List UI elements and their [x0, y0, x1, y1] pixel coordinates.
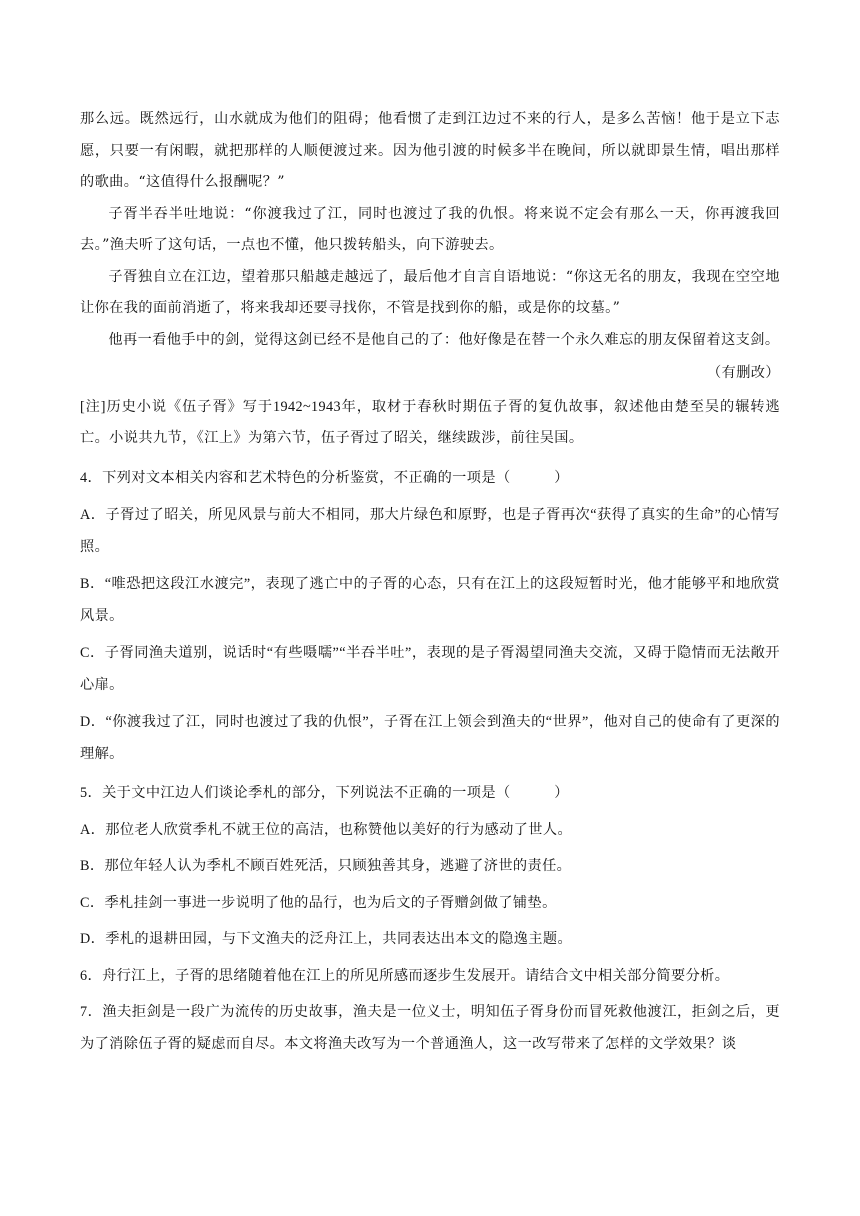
document-page: [80, 104, 780, 1060]
question-4-option-c: C．子胥同渔夫道别，说话时“有些嗫嚅”“半吞半吐”，表现的是子胥渴望同渔夫交流，又碍于隐情而无法敞开心扉。: [80, 645, 780, 693]
question-4-option-b: B．“唯恐把这段江水渡完”，表现了逃亡中的子胥的心态，只有在江上的这段短暂时光，他才能够平和地欣赏风景。: [80, 576, 780, 624]
question-5-option-d: D．季札的退耕田园，与下文渔夫的泛舟江上，共同表达出本文的隐逸主题。: [80, 931, 573, 947]
question-5-option-a: A．那位老人欣赏季札不就王位的高洁，也称赞他以美好的行为感动了世人。: [80, 821, 573, 838]
question-list: [80, 463, 780, 1061]
story-paragraph: 那么远。既然远行，山水就成为他们的阻碍；他看惯了走到江边过不来的行人，是多么苦恼！他于是立下志愿，只要一有闲暇，就把那样的人顺便渡过来。因为他引渡的时候多半在晚间，所以就即景生情，唱出那样的歌曲。“这值得什么报酬呢？”: [80, 111, 780, 190]
question-5-stem: 5．关于文中江边人们谈论季札的部分，下列说法不正确的一项是（ ）: [80, 785, 569, 801]
question-4-option-a: A．子胥过了昭关，所见风景与前大不相同，那大片绿色和原野，也是子胥再次“获得了真实的生命”的心情写照。: [80, 507, 780, 555]
question-5-option-b: B．那位年轻人认为季札不顾百姓死活，只顾独善其身，逃避了济世的责任。: [80, 858, 572, 874]
annotation-note: [注]历史小说《伍子胥》写于1942~1943年，取材于春秋时期伍子胥的复仇故事，叙述他由楚至吴的辗转逃亡。小说共九节，《江上》为第六节，伍子胥过了昭关，继续跋涉，前往吴国。: [80, 398, 780, 446]
question-7: 7．渔夫拒剑是一段广为流传的历史故事，渔夫是一位义士，明知伍子胥身份而冒死救他渡江，拒剑之后，更为了消除伍子胥的疑虑而自尽。本文将渔夫改写为一个普通渔人，这一改写带来了怎样的文学效果？谈: [80, 1004, 780, 1052]
question-4-option-d: D．“你渡我过了江，同时也渡过了我的仇恨”，子胥在江上领会到渔夫的“世界”，他对自己的使命有了更深的理解。: [80, 714, 780, 762]
story-paragraph: 子胥独自立在江边，望着那只船越走越远了，最后他才自言自语地说：“你这无名的朋友，我现在空空地让你在我的面前消逝了，将来我却还要寻找你，不管是找到你的船，或是你的坟墓。”: [80, 268, 780, 316]
question-5-option-c: C．季札挂剑一事进一步说明了他的品行，也为后文的子胥赠剑做了铺垫。: [80, 894, 557, 911]
story-paragraph: 子胥半吞半吐地说：“你渡我过了江，同时也渡过了我的仇恨。将来说不定会有那么一天，你再渡我回去。”渔夫听了这句话，一点也不懂，他只拨转船头，向下游驶去。: [80, 205, 780, 253]
source-note: （有删改）: [707, 365, 780, 381]
story-excerpt: [80, 104, 780, 390]
story-paragraph: 他再一看他手中的剑，觉得这剑已经不是他自己的了：他好像是在替一个永久难忘的朋友保留着这支剑。: [108, 331, 780, 348]
question-6: 6．舟行江上，子胥的思绪随着他在江上的所见所感而逐步生发展开。请结合文中相关部分简要分析。: [80, 967, 730, 984]
question-4-stem: 4．下列对文本相关内容和艺术特色的分析鉴赏，不正确的一项是（ ）: [80, 469, 569, 486]
